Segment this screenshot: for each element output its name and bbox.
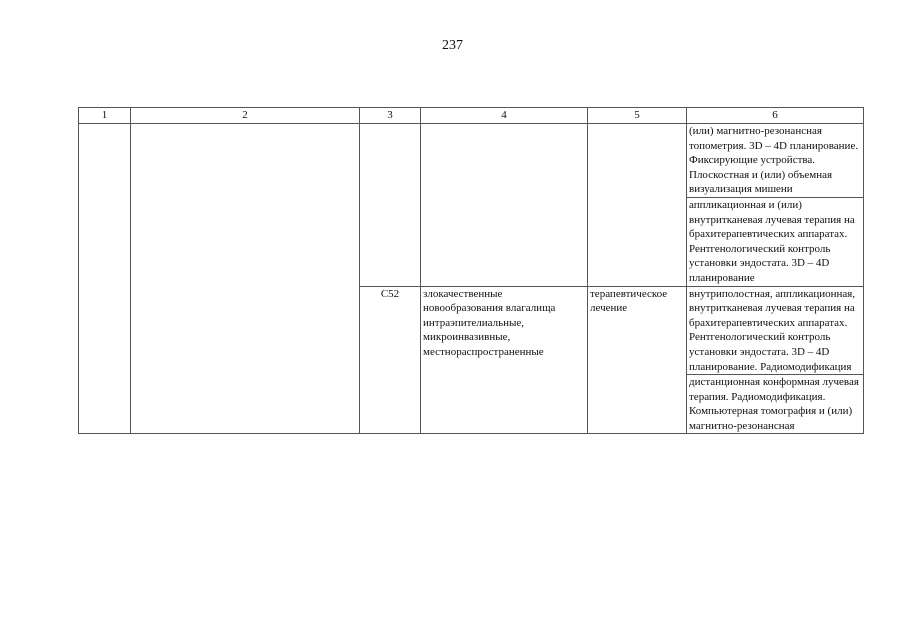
method-description-cell: аппликационная и (или) внутритканевая лучевая терапия на брахитерапевтических аппаратах. Рентгенологический контроль установки эндостата. 3D – 4D планирование bbox=[687, 197, 864, 286]
table-row bbox=[79, 124, 864, 198]
table-header-row bbox=[79, 108, 864, 124]
medical-care-table bbox=[78, 107, 864, 434]
header-col-3: 3 bbox=[360, 108, 421, 124]
header-col-4: 4 bbox=[421, 108, 588, 124]
icd-code-cell: C52 bbox=[360, 286, 421, 434]
header-col-6: 6 bbox=[687, 108, 864, 124]
cell-col-5-empty bbox=[588, 124, 687, 287]
diagnosis-cell: злокачественные новообразования влагалища интраэпителиальные, микроинвазивные, местнораспространенные bbox=[421, 286, 588, 434]
page-number: 237 bbox=[442, 38, 463, 53]
header-col-2: 2 bbox=[131, 108, 360, 124]
cell-col-3-empty bbox=[360, 124, 421, 287]
cell-col-2-empty bbox=[131, 124, 360, 434]
header-col-1: 1 bbox=[79, 108, 131, 124]
header-col-5: 5 bbox=[588, 108, 687, 124]
cell-col-1-empty bbox=[79, 124, 131, 434]
treatment-type-cell: терапевтическое лечение bbox=[588, 286, 687, 434]
cell-col-4-empty bbox=[421, 124, 588, 287]
method-description-cell: внутриполостная, аппликационная, внутритканевая лучевая терапия на брахитерапевтических аппаратах. Рентгенологический контроль установки эндостата. 3D – 4D планирование. Радиомодификация bbox=[687, 286, 864, 375]
method-description-cell: дистанционная конформная лучевая терапия. Радиомодификация. Компьютерная томография и (или) магнитно-резонансная bbox=[687, 375, 864, 434]
method-description-cell: (или) магнитно-резонансная топометрия. 3D – 4D планирование. Фиксирующие устройства. Плоскостная и (или) объемная визуализация мишени bbox=[687, 124, 864, 198]
